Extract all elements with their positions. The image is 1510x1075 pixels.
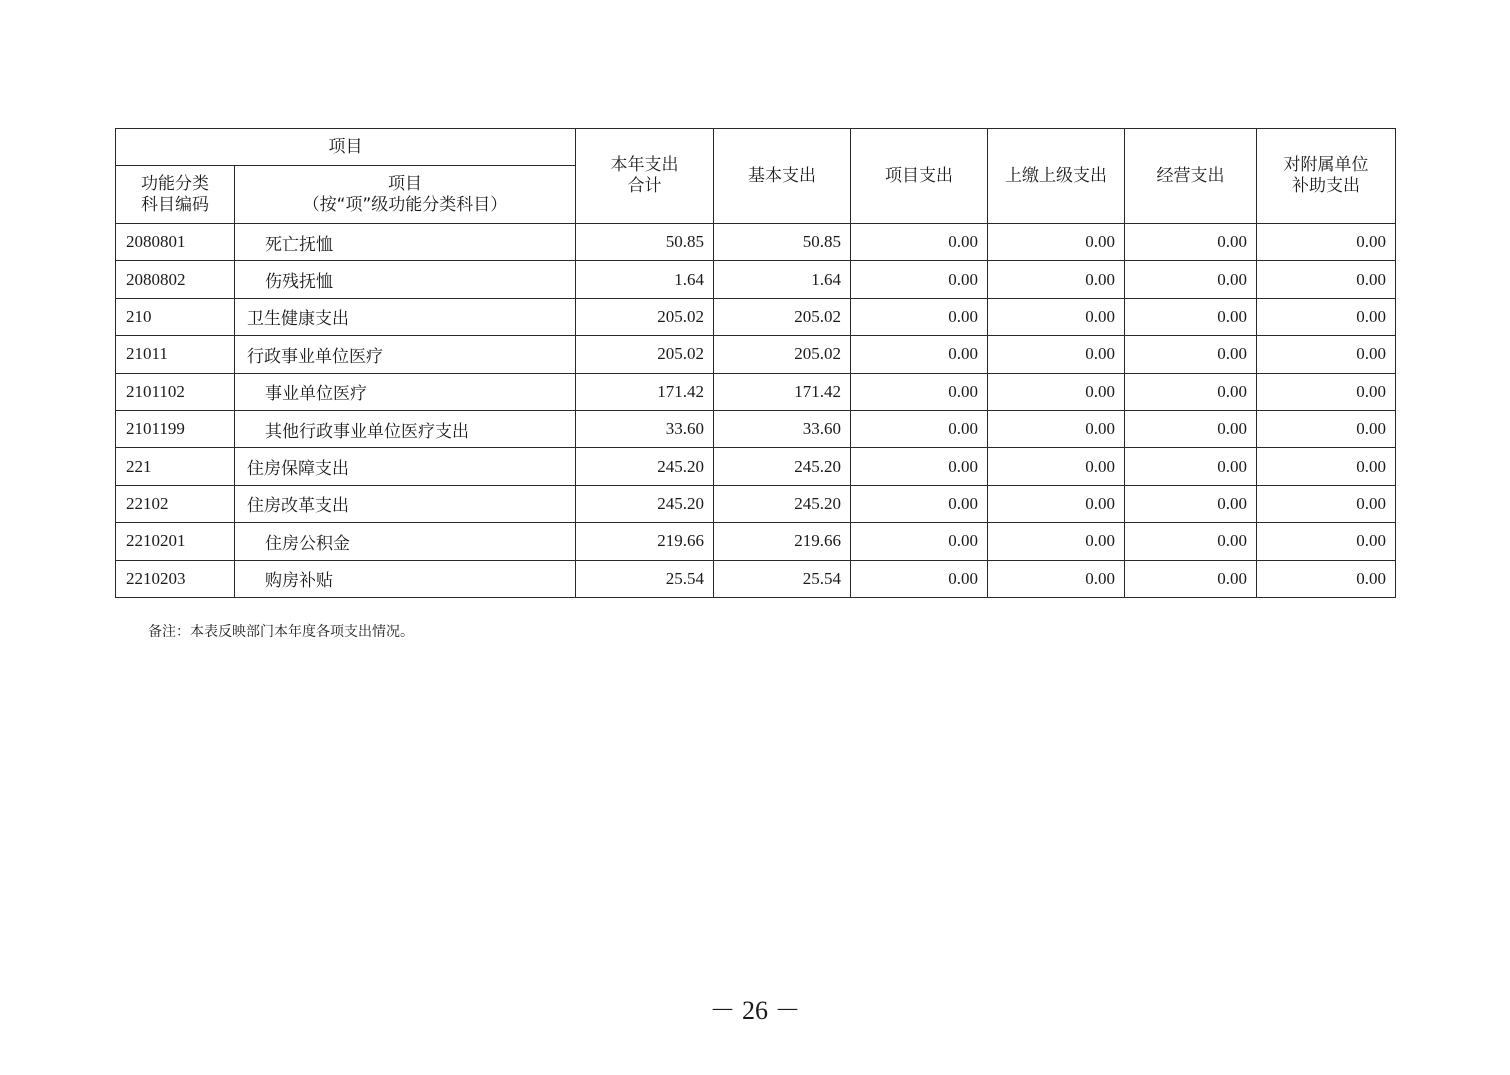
project-cell: 0.00 xyxy=(851,523,988,560)
project-cell: 0.00 xyxy=(851,410,988,447)
code-header xyxy=(116,166,235,224)
table-row xyxy=(116,298,1396,335)
subsidy-cell: 0.00 xyxy=(1257,448,1396,485)
operating-cell: 0.00 xyxy=(1125,485,1257,522)
project-cell: 0.00 xyxy=(851,485,988,522)
basic-cell: 25.54 xyxy=(714,560,851,597)
name-header-line1: 项目 xyxy=(388,173,422,194)
table-header xyxy=(116,129,1396,224)
code-cell: 2210203 xyxy=(116,560,235,597)
name-cell: 住房公积金 xyxy=(235,523,576,560)
remit-header: 上缴上级支出 xyxy=(988,129,1125,224)
operating-cell: 0.00 xyxy=(1125,523,1257,560)
total-cell: 33.60 xyxy=(576,410,714,447)
table-row xyxy=(116,448,1396,485)
total-header-line1: 本年支出 xyxy=(610,155,679,175)
project-cell: 0.00 xyxy=(851,448,988,485)
name-cell: 行政事业单位医疗 xyxy=(235,336,576,373)
basic-cell: 245.20 xyxy=(714,485,851,522)
code-header-line2: 科目编码 xyxy=(141,194,209,215)
page-number: － 26 － xyxy=(709,996,801,1025)
subsidy-cell: 0.00 xyxy=(1257,261,1396,298)
code-cell: 2101199 xyxy=(116,410,235,447)
remit-cell: 0.00 xyxy=(988,336,1125,373)
subsidy-cell: 0.00 xyxy=(1257,373,1396,410)
table-body xyxy=(116,224,1396,598)
code-cell: 210 xyxy=(116,298,235,335)
subsidy-cell: 0.00 xyxy=(1257,523,1396,560)
subsidy-cell: 0.00 xyxy=(1257,298,1396,335)
total-header-line2: 合计 xyxy=(627,176,662,196)
table-row xyxy=(116,261,1396,298)
operating-cell: 0.00 xyxy=(1125,298,1257,335)
total-cell: 219.66 xyxy=(576,523,714,560)
name-header xyxy=(235,166,576,224)
table-row xyxy=(116,523,1396,560)
subsidy-header-line1: 对附属单位 xyxy=(1283,155,1369,175)
code-cell: 22102 xyxy=(116,485,235,522)
table-row xyxy=(116,336,1396,373)
basic-cell: 205.02 xyxy=(714,298,851,335)
remit-cell: 0.00 xyxy=(988,224,1125,261)
code-cell: 21011 xyxy=(116,336,235,373)
name-cell: 死亡抚恤 xyxy=(235,224,576,261)
subsidy-cell: 0.00 xyxy=(1257,336,1396,373)
total-cell: 50.85 xyxy=(576,224,714,261)
project-cell: 0.00 xyxy=(851,224,988,261)
basic-cell: 205.02 xyxy=(714,336,851,373)
basic-cell: 1.64 xyxy=(714,261,851,298)
operating-cell: 0.00 xyxy=(1125,560,1257,597)
project-cell: 0.00 xyxy=(851,298,988,335)
code-cell: 2080802 xyxy=(116,261,235,298)
item-group-header: 项目 xyxy=(116,129,576,166)
basic-cell: 219.66 xyxy=(714,523,851,560)
subsidy-cell: 0.00 xyxy=(1257,410,1396,447)
table-row xyxy=(116,224,1396,261)
table-row xyxy=(116,485,1396,522)
subsidy-header xyxy=(1257,129,1396,224)
total-cell: 205.02 xyxy=(576,298,714,335)
basic-cell: 50.85 xyxy=(714,224,851,261)
remit-cell: 0.00 xyxy=(988,261,1125,298)
code-cell: 2210201 xyxy=(116,523,235,560)
basic-cell: 171.42 xyxy=(714,373,851,410)
operating-cell: 0.00 xyxy=(1125,261,1257,298)
subsidy-cell: 0.00 xyxy=(1257,560,1396,597)
total-cell: 205.02 xyxy=(576,336,714,373)
code-header-line1: 功能分类 xyxy=(141,173,209,194)
name-cell: 卫生健康支出 xyxy=(235,298,576,335)
operating-cell: 0.00 xyxy=(1125,224,1257,261)
total-cell: 1.64 xyxy=(576,261,714,298)
subsidy-header-line2: 补助支出 xyxy=(1292,176,1360,196)
name-cell: 事业单位医疗 xyxy=(235,373,576,410)
table-note: 备注：本表反映部门本年度各项支出情况。 xyxy=(148,624,414,640)
code-cell: 2080801 xyxy=(116,224,235,261)
project-cell: 0.00 xyxy=(851,336,988,373)
code-cell: 221 xyxy=(116,448,235,485)
operating-cell: 0.00 xyxy=(1125,336,1257,373)
remit-cell: 0.00 xyxy=(988,373,1125,410)
remit-cell: 0.00 xyxy=(988,560,1125,597)
operating-cell: 0.00 xyxy=(1125,410,1257,447)
total-cell: 171.42 xyxy=(576,373,714,410)
total-header xyxy=(576,129,714,224)
name-cell: 住房改革支出 xyxy=(235,485,576,522)
operating-cell: 0.00 xyxy=(1125,373,1257,410)
project-cell: 0.00 xyxy=(851,560,988,597)
basic-header: 基本支出 xyxy=(714,129,851,224)
name-cell: 其他行政事业单位医疗支出 xyxy=(235,410,576,447)
name-cell: 住房保障支出 xyxy=(235,448,576,485)
name-header-line2: （按“项”级功能分类科目） xyxy=(302,194,508,215)
name-cell: 购房补贴 xyxy=(235,560,576,597)
project-cell: 0.00 xyxy=(851,373,988,410)
subsidy-cell: 0.00 xyxy=(1257,485,1396,522)
basic-cell: 245.20 xyxy=(714,448,851,485)
operating-header: 经营支出 xyxy=(1125,129,1257,224)
expenditure-table xyxy=(115,128,1396,598)
total-cell: 25.54 xyxy=(576,560,714,597)
table-row xyxy=(116,560,1396,597)
table-row xyxy=(116,373,1396,410)
basic-cell: 33.60 xyxy=(714,410,851,447)
subsidy-cell: 0.00 xyxy=(1257,224,1396,261)
total-cell: 245.20 xyxy=(576,448,714,485)
code-cell: 2101102 xyxy=(116,373,235,410)
remit-cell: 0.00 xyxy=(988,448,1125,485)
remit-cell: 0.00 xyxy=(988,410,1125,447)
project-cell: 0.00 xyxy=(851,261,988,298)
total-cell: 245.20 xyxy=(576,485,714,522)
table-row xyxy=(116,410,1396,447)
remit-cell: 0.00 xyxy=(988,485,1125,522)
project-header: 项目支出 xyxy=(851,129,988,224)
remit-cell: 0.00 xyxy=(988,298,1125,335)
name-cell: 伤残抚恤 xyxy=(235,261,576,298)
remit-cell: 0.00 xyxy=(988,523,1125,560)
operating-cell: 0.00 xyxy=(1125,448,1257,485)
